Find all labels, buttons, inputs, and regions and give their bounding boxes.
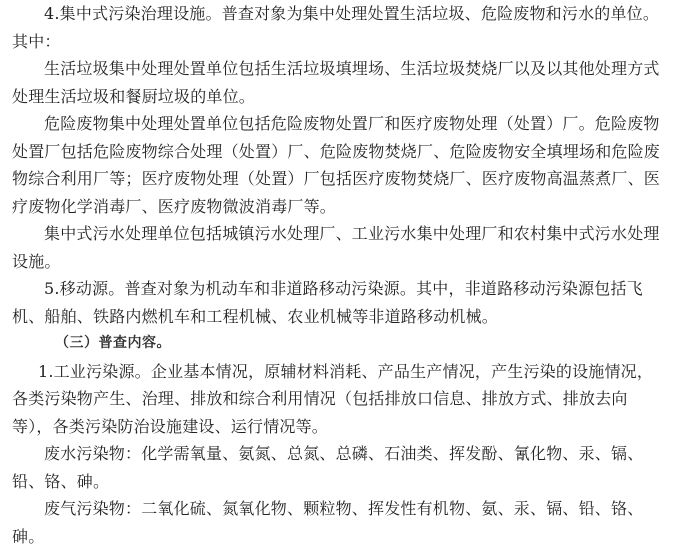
paragraph-line: 危险废物集中处理处置单位包括危险废物处置厂和医疗废物处理（处置）厂。危险废物 bbox=[44, 114, 660, 133]
paragraph-line: 物综合利用厂等；医疗废物处理（处置）厂包括医疗废物焚烧厂、医疗废物高温蒸煮厂、医 bbox=[12, 169, 661, 188]
paragraph-line: 其中： bbox=[12, 31, 61, 51]
paragraph-line: 疗废物化学消毒厂、医疗废物微波消毒厂等。 bbox=[12, 196, 337, 216]
paragraph-line: 砷。 bbox=[12, 526, 45, 546]
paragraph-line: 集中式污水处理单位包括城镇污水处理厂、工业污水集中处理厂和农村集中式污水处理 bbox=[44, 224, 660, 243]
paragraph-line: 机、船舶、铁路内燃机车和工程机械、农业机械等非道路移动机械。 bbox=[12, 306, 499, 326]
paragraph-line: 废气污染物：二氧化硫、氮氧化物、颗粒物、挥发性有机物、氨、汞、镉、铅、铬、 bbox=[44, 499, 644, 518]
paragraph-line: 处置厂包括危险废物综合处理（处置）厂、危险废物焚烧厂、危险废物安全填埋场和危险废 bbox=[12, 141, 661, 161]
paragraph-line: 废水污染物：化学需氧量、氨氮、总氮、总磷、石油类、挥发酚、氰化物、汞、镉、 bbox=[44, 444, 644, 463]
section-heading: （三）普查内容。 bbox=[55, 335, 171, 351]
paragraph-line: 5.移动源。普查对象为机动车和非道路移动污染源。其中，非道路移动污染源包括飞 bbox=[44, 279, 643, 298]
paragraph-line: 处理生活垃圾和餐厨垃圾的单位。 bbox=[12, 86, 256, 106]
paragraph-line: 铅、铬、砷。 bbox=[12, 471, 110, 491]
paragraph-line: 等），各类污染防治设施建设、运行情况等。 bbox=[12, 416, 329, 436]
paragraph-line: 设施。 bbox=[12, 251, 61, 271]
paragraph-line: 4.集中式污染治理设施。普查对象为集中处理处置生活垃圾、危险废物和污水的单位。 bbox=[44, 4, 660, 23]
paragraph-line: 各类污染物产生、治理、排放和综合利用情况（包括排放口信息、排放方式、排放去向 bbox=[12, 389, 628, 408]
paragraph-line: 1.工业污染源。企业基本情况，原辅材料消耗、产品生产情况，产生污染的设施情况， bbox=[38, 361, 654, 381]
paragraph-line: 生活垃圾集中处理处置单位包括生活垃圾填埋场、生活垃圾焚烧厂以及以其他处理方式 bbox=[44, 59, 660, 78]
